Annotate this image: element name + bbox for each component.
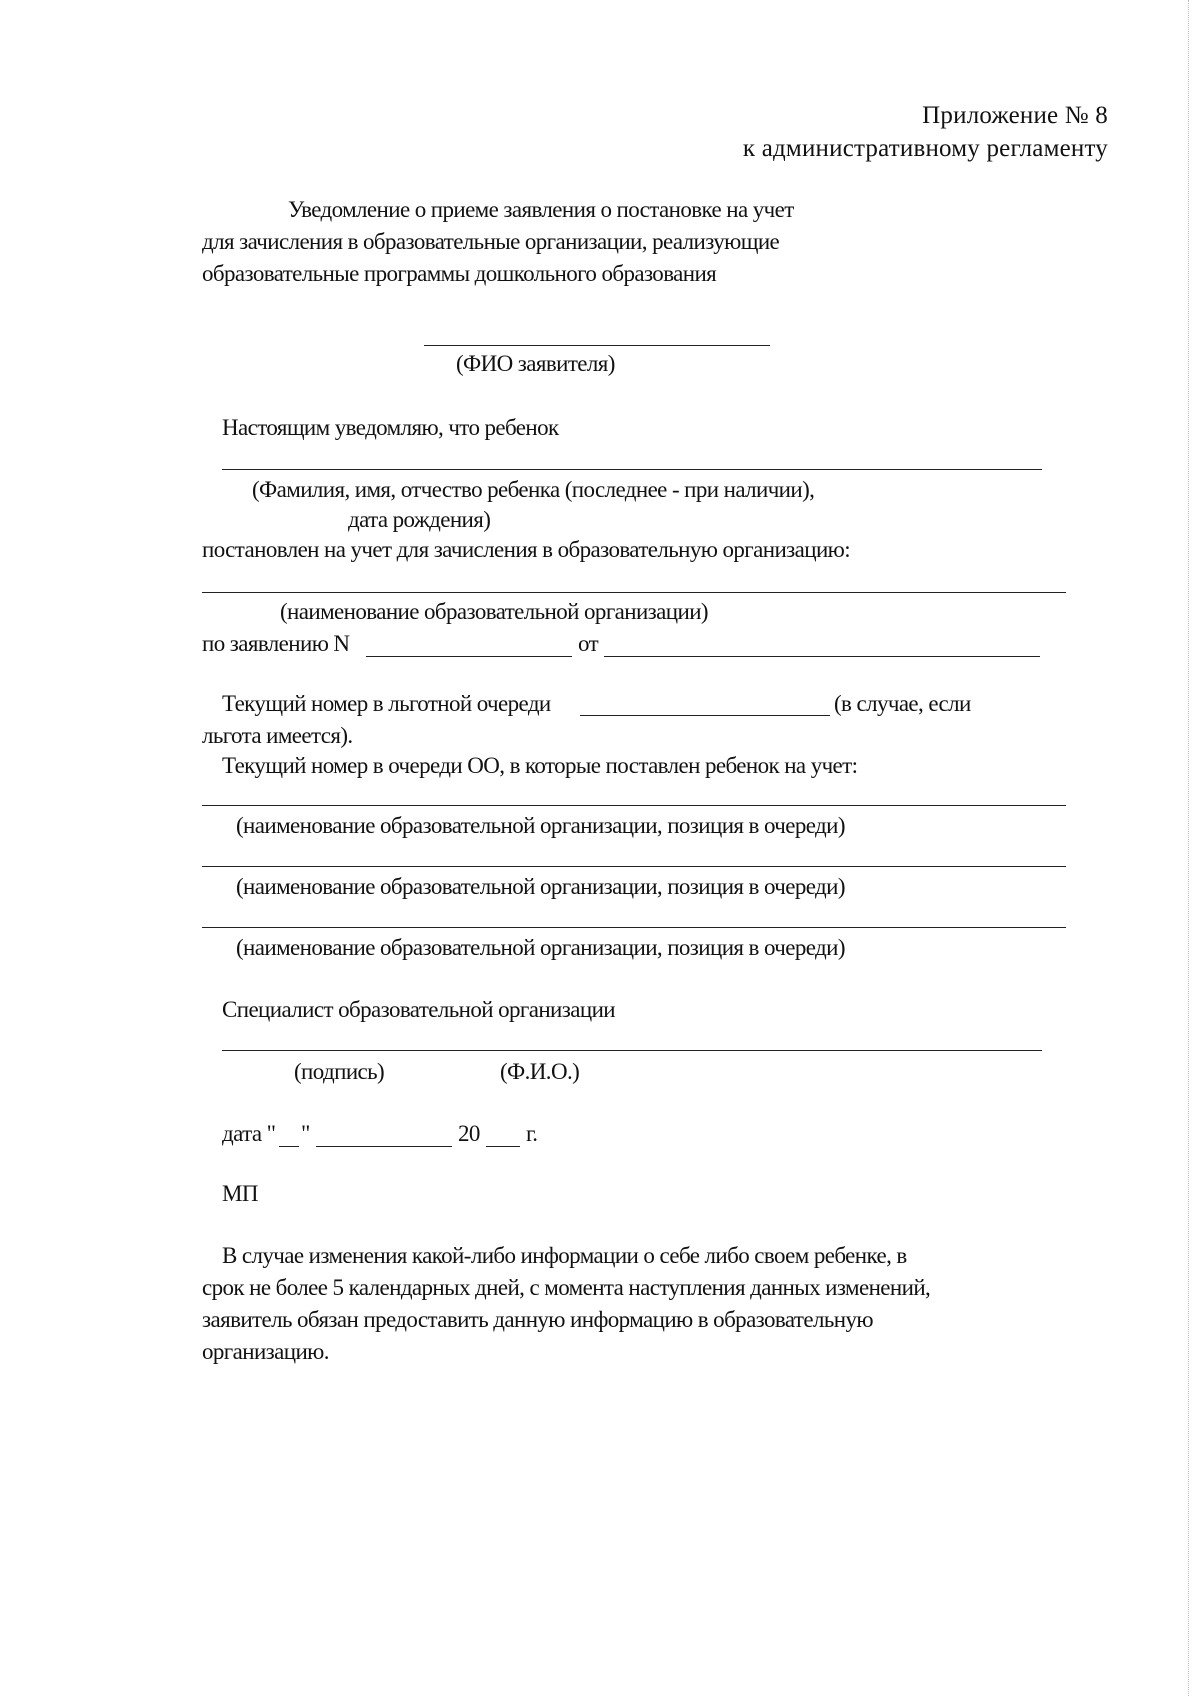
application-number-label: по заявлению N [202, 631, 350, 656]
benefit-queue-label: Текущий номер в льготной очереди [222, 691, 551, 716]
registered-text: постановлен на учет для зачисления в образовательную организацию: [202, 537, 851, 562]
specialist-signature-line[interactable] [222, 1050, 1042, 1051]
child-name-caption: (Фамилия, имя, отчество ребенка (последнее - при наличии), [252, 477, 815, 502]
signature-caption: (подпись) [294, 1059, 385, 1084]
application-date-line[interactable] [604, 656, 1040, 657]
application-number-line[interactable] [366, 656, 572, 657]
queue-position-line-3[interactable] [202, 927, 1066, 928]
queue-position-caption-2: (наименование образовательной организации, позиция в очереди) [236, 874, 845, 899]
appendix-number: Приложение № 8 [922, 102, 1108, 129]
date-year-line[interactable] [486, 1146, 520, 1147]
child-name-line[interactable] [222, 469, 1042, 470]
notice-line-3: заявитель обязан предоставить данную информацию в образовательную [202, 1307, 873, 1332]
notice-line-4: организацию. [202, 1339, 329, 1364]
scan-edge-mark [1188, 0, 1189, 1696]
child-birthdate-caption: дата рождения) [348, 507, 491, 532]
date-month-line[interactable] [316, 1146, 452, 1147]
date-year-prefix: 20 [458, 1121, 480, 1146]
applicant-fio-caption: (ФИО заявителя) [456, 351, 615, 376]
benefit-queue-number-line[interactable] [580, 715, 830, 716]
specialist-label: Специалист образовательной организации [222, 997, 615, 1022]
child-intro-text: Настоящим уведомляю, что ребенок [222, 415, 559, 440]
document-title-line-2: для зачисления в образовательные организации, реализующие [202, 229, 780, 254]
queue-position-caption-1: (наименование образовательной организации, позиция в очереди) [236, 813, 845, 838]
queue-position-line-2[interactable] [202, 866, 1066, 867]
stamp-label: МП [222, 1181, 258, 1206]
appendix-subtitle: к административному регламенту [742, 135, 1108, 162]
date-prefix: дата " [222, 1121, 276, 1146]
benefit-queue-note: (в случае, если [834, 691, 971, 716]
applicant-fio-line[interactable] [424, 345, 770, 346]
document-title-line-1: Уведомление о приеме заявления о постановке на учет [288, 197, 794, 222]
organization-name-line[interactable] [202, 592, 1066, 593]
queue-position-line-1[interactable] [202, 805, 1066, 806]
application-from-label: от [578, 631, 599, 656]
queue-position-caption-3: (наименование образовательной организации, позиция в очереди) [236, 935, 845, 960]
date-day-line[interactable] [279, 1146, 299, 1147]
organization-caption: (наименование образовательной организации) [280, 599, 708, 624]
specialist-fio-caption: (Ф.И.О.) [500, 1059, 580, 1084]
benefit-queue-note-cont: льгота имеется). [202, 723, 353, 748]
notice-line-2: срок не более 5 календарных дней, с момента наступления данных изменений, [202, 1275, 931, 1300]
oo-queue-label: Текущий номер в очереди ОО, в которые поставлен ребенок на учет: [222, 753, 858, 778]
notice-line-1: В случае изменения какой-либо информации о себе либо своем ребенке, в [222, 1243, 907, 1268]
date-quote-close: " [301, 1121, 310, 1146]
document-title-line-3: образовательные программы дошкольного образования [202, 261, 717, 286]
date-suffix: г. [526, 1121, 538, 1146]
